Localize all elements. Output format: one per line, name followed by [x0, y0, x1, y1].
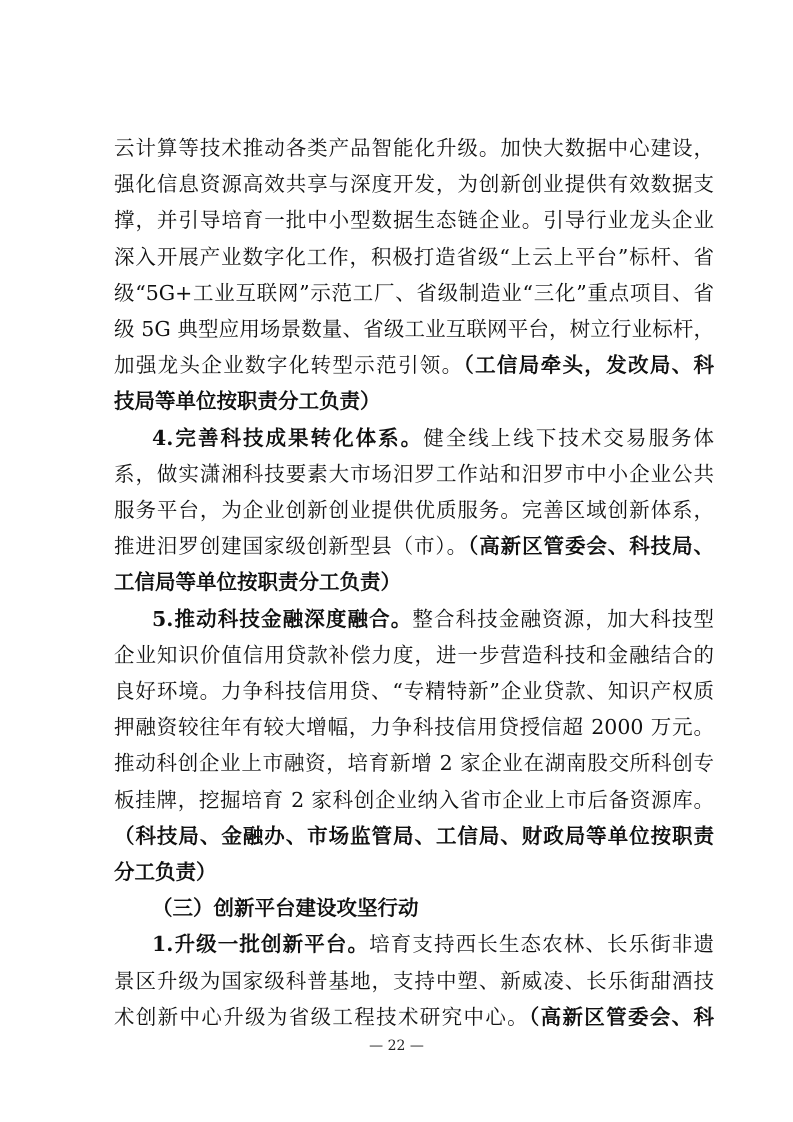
paragraph-line: 术创新中心升级为省级工程技术研究中心。（高新区管委会、科 — [114, 1004, 714, 1029]
responsibility-note: （科技局、金融办、市场监管局、工信局、财政局等单位按职责 — [114, 823, 714, 848]
item-heading: 4.完善科技成果转化体系。 — [152, 425, 424, 450]
paragraph-line: 良好环境。力争科技信用贷、“专精特新”企业贷款、知识产权质 — [114, 679, 714, 703]
item-heading: 5.推动科技金融深度融合。 — [152, 606, 413, 631]
paragraph-line: 深入开展产业数字化工作，积极打造省级“上云上平台”标杆、省 — [114, 244, 714, 269]
paragraph-line: 推进汨罗创建国家级创新型县（市）。（高新区管委会、科技局、 — [114, 534, 714, 559]
paragraph-line: 景区升级为国家级科普基地，支持中塑、新威凌、长乐街甜酒技 — [114, 968, 714, 993]
responsibility-note: （高新区管委会、科 — [529, 1004, 714, 1029]
paragraph-line: 强化信息资源高效共享与深度开发，为创新创业提供有效数据支 — [114, 172, 714, 197]
responsibility-note: 技局等单位按职责分工负责） — [114, 389, 381, 414]
paragraph-line: 1.升级一批创新平台。培育支持西长生态农林、长乐街非遗 — [152, 932, 714, 957]
paragraph-line: 级“5G+工业互联网”示范工厂、省级制造业“三化”重点项目、省 — [114, 280, 714, 305]
paragraph-line: 撑，并引导培育一批中小型数据生态链企业。引导行业龙头企业 — [114, 208, 714, 233]
item-heading: 1.升级一批创新平台。 — [152, 932, 370, 957]
paragraph-line: 云计算等技术推动各类产品智能化升级。加快大数据中心建设， — [114, 136, 714, 160]
paragraph-line: 5.推动科技金融深度融合。整合科技金融资源，加大科技型 — [152, 606, 714, 631]
paragraph-line: 押融资较往年有较大增幅，力争科技信用贷授信超 2000 万元。 — [114, 715, 714, 740]
paragraph-line: 级 5G 典型应用场景数量、省级工业互联网平台，树立行业标杆， — [114, 317, 714, 341]
section-heading: （三）创新平台建设攻坚行动 — [152, 896, 419, 921]
responsibility-note: 工信局等单位按职责分工负责） — [114, 570, 401, 595]
paragraph-line: 系，做实潇湘科技要素大市场汨罗工作站和汨罗市中小企业公共 — [114, 461, 714, 486]
paragraph-line: 推动科创企业上市融资，培育新增 2 家企业在湖南股交所科创专 — [114, 751, 714, 776]
responsibility-note: 分工负责） — [114, 860, 217, 884]
page-number: — 22 — — [369, 1038, 424, 1054]
paragraph-line: 板挂牌，挖掘培育 2 家科创企业纳入省市企业上市后备资源库。 — [114, 787, 714, 812]
paragraph-line: 企业知识价值信用贷款补偿力度，进一步营造科技和金融结合的 — [114, 642, 714, 667]
responsibility-note: （工信局牵头，发改局、科 — [463, 353, 714, 378]
paragraph-line: 加强龙头企业数字化转型示范引领。（工信局牵头，发改局、科 — [114, 353, 714, 378]
paragraph-line: 服务平台，为企业创新创业提供优质服务。完善区域创新体系， — [114, 498, 714, 522]
responsibility-note: （高新区管委会、科技局、 — [468, 534, 714, 559]
paragraph-line: 4.完善科技成果转化体系。健全线上线下技术交易服务体 — [152, 425, 714, 450]
